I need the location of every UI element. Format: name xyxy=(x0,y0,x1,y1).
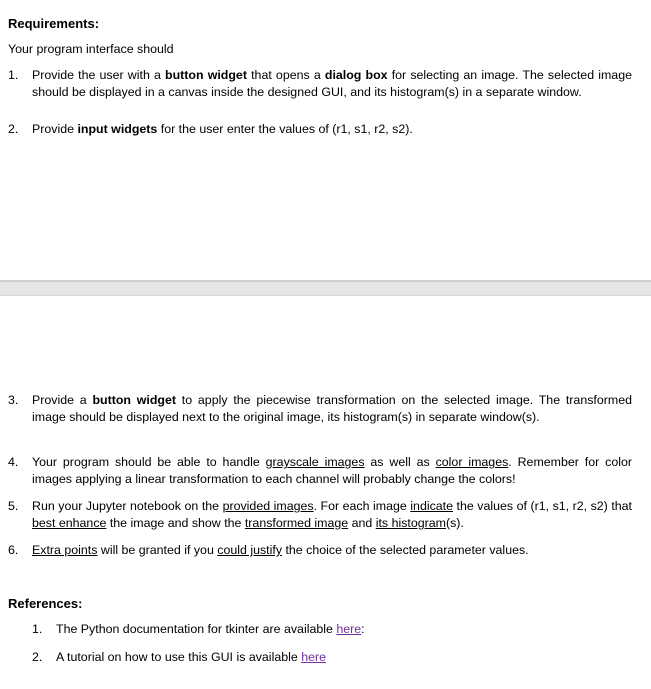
requirements-intro: Your program interface should xyxy=(8,42,174,56)
requirement-item-6 xyxy=(8,542,632,559)
emphasis: button widget xyxy=(165,68,247,82)
reference-item-2 xyxy=(32,649,632,666)
requirement-text: Your program should be able to handle grayscale images as well as color images. Remember for color images applying a linear transformation to each channel will probably change the colors! xyxy=(32,455,632,486)
document-page-bottom xyxy=(0,296,651,689)
reference-text: The Python documentation for tkinter are available here: xyxy=(56,622,365,636)
requirements-heading: Requirements: xyxy=(8,16,100,31)
list-number: 2. xyxy=(32,650,43,664)
list-number: 5. xyxy=(8,499,19,513)
list-number: 2. xyxy=(8,122,19,136)
underlined-text: grayscale images xyxy=(265,455,365,469)
underlined-text: indicate xyxy=(410,499,454,513)
document-page-top xyxy=(0,0,651,280)
requirement-text: Run your Jupyter notebook on the provided images. For each image indicate the values of (r1, s1, r2, s2) that best enhance the image and show the transformed image and its histogram(s). xyxy=(32,499,632,530)
list-number: 1. xyxy=(32,622,43,636)
underlined-text: color images xyxy=(435,455,509,469)
requirement-text: Extra points will be granted if you could justify the choice of the selected parameter values. xyxy=(32,543,529,557)
underlined-text: provided images xyxy=(222,499,314,513)
requirement-item-5 xyxy=(8,498,632,532)
underlined-text: its histogram xyxy=(375,516,446,530)
gui-tutorial-link[interactable]: here xyxy=(301,650,326,664)
emphasis: button widget xyxy=(92,393,177,407)
requirement-text: Provide a button widget to apply the piecewise transformation on the selected image. The transformed image should be displayed next to the original image, its histogram(s) in separate window(s). xyxy=(32,393,632,424)
tkinter-docs-link[interactable]: here xyxy=(336,622,362,636)
requirement-item-3 xyxy=(8,392,632,426)
requirement-item-1 xyxy=(8,67,632,101)
emphasis: dialog box xyxy=(324,68,388,82)
emphasis: input widgets xyxy=(77,122,158,136)
list-number: 3. xyxy=(8,393,19,407)
underlined-text: Extra points xyxy=(32,543,98,557)
requirement-text: Provide the user with a button widget that opens a dialog box for selecting an image. The selected image should be displayed in a canvas inside the designed GUI, and its histogram(s) in a separate window. xyxy=(32,68,632,99)
reference-text: A tutorial on how to use this GUI is available here xyxy=(56,650,326,664)
references-heading: References: xyxy=(8,596,83,611)
requirement-item-2 xyxy=(8,121,632,138)
requirement-text: Provide input widgets for the user enter the values of (r1, s1, r2, s2). xyxy=(32,122,413,136)
list-number: 6. xyxy=(8,543,19,557)
underlined-text: could justify xyxy=(217,543,283,557)
underlined-text: transformed image xyxy=(244,516,349,530)
underlined-text: best enhance xyxy=(32,516,107,530)
reference-item-1 xyxy=(32,621,632,638)
requirement-item-4 xyxy=(8,454,632,488)
page-break xyxy=(0,280,651,296)
list-number: 1. xyxy=(8,68,19,82)
list-number: 4. xyxy=(8,455,19,469)
